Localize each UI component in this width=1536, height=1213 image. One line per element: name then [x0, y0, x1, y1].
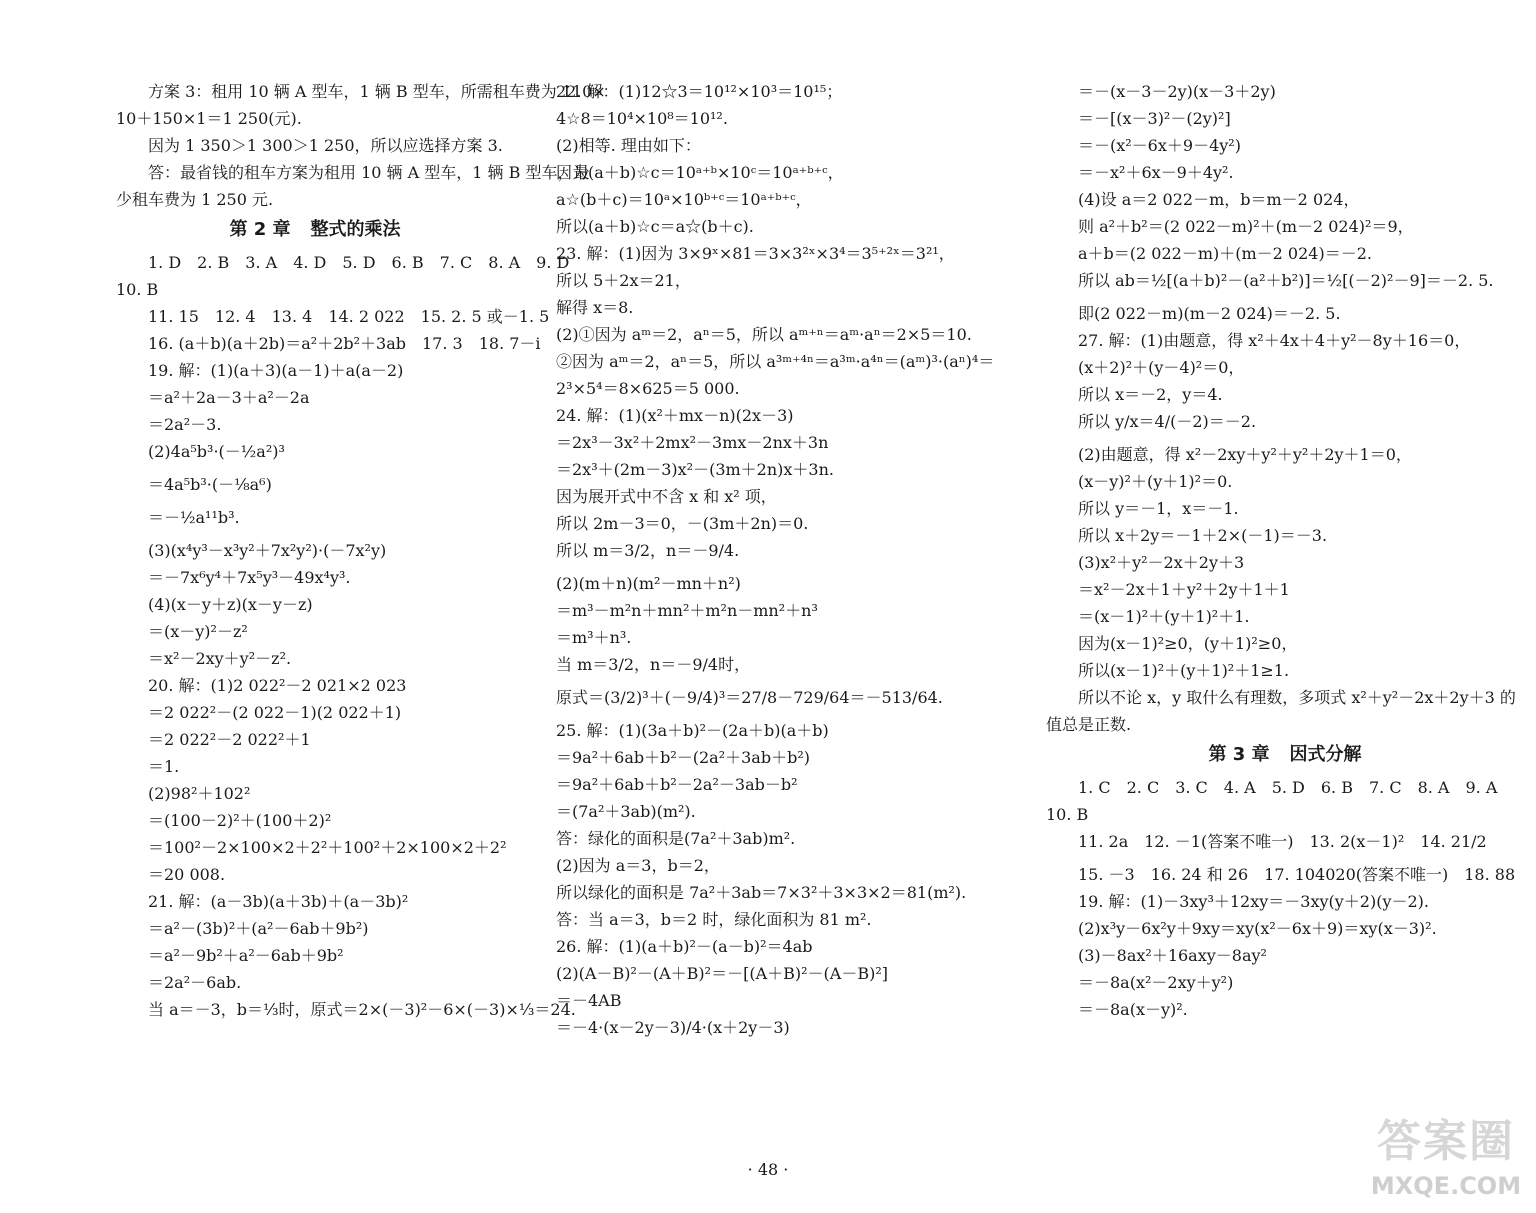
- solution-line: ＝－7x⁶y⁴＋7x⁵y³－49x⁴y³.: [148, 568, 351, 587]
- solution-line: ＝－(x²－6x＋9－4y²): [1078, 136, 1241, 155]
- solution-line: ＝－(x－3－2y)(x－3＋2y): [1078, 82, 1276, 101]
- text-line: 因为 1 350＞1 300＞1 250，所以应选择方案 3.: [148, 136, 503, 155]
- solution-line: ＝－4·(x－2y－3)/4·(x＋2y－3): [556, 1018, 790, 1037]
- solution-line: 所以 2m－3＝0，－(3m＋2n)＝0.: [556, 514, 809, 533]
- solution-line: a☆(b＋c)＝10ᵃ×10ᵇ⁺ᶜ＝10ᵃ⁺ᵇ⁺ᶜ，: [556, 190, 812, 209]
- chapter-heading: [1046, 742, 1524, 768]
- solution-line: 即(2 022－m)(m－2 024)＝－2. 5.: [1078, 304, 1341, 323]
- solution-line: 所以绿化的面积是 7a²＋3ab＝7×3²＋3×3×2＝81(m²).: [556, 883, 967, 902]
- solution-line: (4)(x－y＋z)(x－y－z): [148, 595, 313, 614]
- solution-line: 20. 解：(1)2 022²－2 021×2 023: [148, 676, 407, 695]
- solution-line: ＝(7a²＋3ab)(m²).: [556, 802, 696, 821]
- solution-line: ＝2 022²－(2 022－1)(2 022＋1): [148, 703, 402, 722]
- solution-line: 解得 x＝8.: [556, 298, 634, 317]
- solution-line: ＝9a²＋6ab＋b²－(2a²＋3ab＋b²): [556, 748, 810, 767]
- solution-line: ＝a²＋2a－3＋a²－2a: [148, 388, 310, 407]
- solution-line: ＝(x－y)²－z²: [148, 622, 248, 641]
- solution-line: (2)相等. 理由如下：: [556, 136, 701, 155]
- text-line: 答：最省钱的租车方案为租用 10 辆 A 型车，1 辆 B 型车，最: [148, 163, 590, 182]
- solution-line: 因为(a＋b)☆c＝10ᵃ⁺ᵇ×10ᶜ＝10ᵃ⁺ᵇ⁺ᶜ，: [556, 163, 844, 182]
- solution-line: 26. 解：(1)(a＋b)²－(a－b)²＝4ab: [556, 937, 813, 956]
- answer-line: 10. B: [116, 280, 159, 299]
- solution-line: (4)设 a＝2 022－m，b＝m－2 024，: [1078, 190, 1360, 209]
- solution-line: 21. 解：(a－3b)(a＋3b)＋(a－3b)²: [148, 892, 409, 911]
- solution-line: (x－y)²＋(y＋1)²＝0.: [1078, 472, 1233, 491]
- solution-line: 27. 解：(1)由题意，得 x²＋4x＋4＋y²－8y＋16＝0，: [1078, 331, 1471, 350]
- chapter-title: 整式的乘法: [310, 219, 401, 240]
- solution-line: 25. 解：(1)(3a＋b)²－(2a＋b)(a＋b): [556, 721, 829, 740]
- solution-line: 所以 x＝－2，y＝4.: [1078, 385, 1223, 404]
- column-right: [1046, 82, 1524, 1027]
- solution-line: (2)98²＋102²: [148, 784, 251, 803]
- answer-line: 16. (a＋b)(a＋2b)＝a²＋2b²＋3ab 17. 3 18. 7－i: [148, 334, 541, 353]
- solution-line: (2)①因为 aᵐ＝2，aⁿ＝5，所以 aᵐ⁺ⁿ＝aᵐ·aⁿ＝2×5＝10.: [556, 325, 972, 344]
- solution-line: ＝x²－2xy＋y²－z².: [148, 649, 292, 668]
- solution-line: ＝(100－2)²＋(100＋2)²: [148, 811, 332, 830]
- solution-line: 所以(x－1)²＋(y＋1)²＋1≥1.: [1078, 661, 1290, 680]
- solution-line: a＋b＝(2 022－m)＋(m－2 024)＝－2.: [1078, 244, 1372, 263]
- solution-line: 所以(a＋b)☆c＝a☆(b＋c).: [556, 217, 754, 236]
- solution-line: 所以 x＋2y＝－1＋2×(－1)＝－3.: [1078, 526, 1328, 545]
- solution-line: ＝4a⁵b³·(－⅛a⁶): [148, 475, 272, 494]
- solution-line: ＝2a²－3.: [148, 415, 222, 434]
- solution-line: ＝m³－m²n＋mn²＋m²n－mn²＋n³: [556, 601, 818, 620]
- solution-line: (3)－8ax²＋16axy－8ay²: [1078, 946, 1267, 965]
- answer-line: 1. D 2. B 3. A 4. D 5. D 6. B 7. C 8. A 9. D: [148, 253, 570, 272]
- solution-line: 2³×5⁴＝8×625＝5 000.: [556, 379, 740, 398]
- solution-line: ＝2 022²－2 022²＋1: [148, 730, 311, 749]
- solution-line: ＝－½a¹¹b³.: [148, 508, 240, 527]
- solution-line: 原式＝(3/2)³＋(－9/4)³＝27/8－729/64＝－513/64.: [556, 688, 943, 707]
- solution-line: 所以 ab＝½[(a＋b)²－(a²＋b²)]＝½[(－2)²－9]＝－2. 5.: [1078, 271, 1494, 290]
- solution-line: ＝－4AB: [556, 991, 622, 1010]
- solution-line: 所以不论 x，y 取什么有理数，多项式 x²＋y²－2x＋2y＋3 的: [1078, 688, 1516, 707]
- solution-line: (3)(x⁴y³－x³y²＋7x²y²)·(－7x²y): [148, 541, 387, 560]
- solution-line: ＝m³＋n³.: [556, 628, 632, 647]
- solution-line: ＝－8a(x²－2xy＋y²): [1078, 973, 1234, 992]
- solution-line: (x＋2)²＋(y－4)²＝0，: [1078, 358, 1245, 377]
- solution-line: 因为(x－1)²≥0，(y＋1)²≥0，: [1078, 634, 1298, 653]
- solution-line: 22. 解：(1)12☆3＝10¹²×10³＝10¹⁵；: [556, 82, 843, 101]
- solution-line: 当 a＝－3，b＝⅓时，原式＝2×(－3)²－6×(－3)×⅓＝24.: [148, 1000, 576, 1019]
- solution-line: (2)由题意，得 x²－2xy＋y²＋y²＋2y＋1＝0，: [1078, 445, 1412, 464]
- solution-line: 答：绿化的面积是(7a²＋3ab)m².: [556, 829, 796, 848]
- page-number: · 48 ·: [747, 1160, 789, 1179]
- solution-line: 所以 5＋2x＝21，: [556, 271, 691, 290]
- solution-line: 23. 解：(1)因为 3×9ˣ×81＝3×3²ˣ×3⁴＝3⁵⁺²ˣ＝3²¹，: [556, 244, 955, 263]
- solution-line: 24. 解：(1)(x²＋mx－n)(2x－3): [556, 406, 794, 425]
- solution-line: ＝2x³－3x²＋2mx²－3mx－2nx＋3n: [556, 433, 829, 452]
- solution-line: ＝20 008.: [148, 865, 226, 884]
- solution-line: (2)(A－B)²－(A＋B)²＝－[(A＋B)²－(A－B)²]: [556, 964, 888, 983]
- answer-line: 10. B: [1046, 805, 1089, 824]
- solution-line: 所以 m＝3/2，n＝－9/4.: [556, 541, 740, 560]
- solution-line: ＝2x³＋(2m－3)x²－(3m＋2n)x＋3n.: [556, 460, 834, 479]
- answer-line: 15. －3 16. 24 和 26 17. 104020(答案不唯一) 18. 88: [1078, 865, 1516, 884]
- solution-line: ＝－x²＋6x－9＋4y².: [1078, 163, 1234, 182]
- solution-line: 19. 解：(1)(a＋3)(a－1)＋a(a－2): [148, 361, 404, 380]
- text-line: 少租车费为 1 250 元.: [116, 190, 274, 209]
- solution-line: 则 a²＋b²＝(2 022－m)²＋(m－2 024)²＝9，: [1078, 217, 1414, 236]
- answer-line: 11. 2a 12. －1(答案不唯一) 13. 2(x－1)² 14. 21/2: [1078, 832, 1487, 851]
- solution-line: ＝－[(x－3)²－(2y)²]: [1078, 109, 1231, 128]
- chapter-number: 第 3 章: [1208, 744, 1270, 765]
- solution-line: ＝－8a(x－y)².: [1078, 1000, 1188, 1019]
- solution-line: ＝2a²－6ab.: [148, 973, 242, 992]
- solution-line: 因为展开式中不含 x 和 x² 项，: [556, 487, 777, 506]
- watermark-url: MXQE.COM: [1370, 1172, 1522, 1200]
- text-line: 方案 3：租用 10 辆 A 型车，1 辆 B 型车，所需租车费为 110×: [148, 82, 606, 101]
- solution-line: (2)4a⁵b³·(－½a²)³: [148, 442, 285, 461]
- solution-line: ②因为 aᵐ＝2，aⁿ＝5，所以 a³ᵐ⁺⁴ⁿ＝a³ᵐ·a⁴ⁿ＝(aᵐ)³·(aⁿ)⁴＝: [556, 352, 995, 371]
- solution-line: 值总是正数.: [1046, 715, 1132, 734]
- solution-line: 当 m＝3/2，n＝－9/4时，: [556, 655, 751, 674]
- solution-line: (2)x³y－6x²y＋9xy＝xy(x²－6x＋9)＝xy(x－3)².: [1078, 919, 1437, 938]
- solution-line: ＝a²－9b²＋a²－6ab＋9b²: [148, 946, 344, 965]
- solution-line: ＝9a²＋6ab＋b²－2a²－3ab－b²: [556, 775, 798, 794]
- solution-line: 所以 y＝－1，x＝－1.: [1078, 499, 1239, 518]
- watermark-logo: [1366, 1114, 1526, 1204]
- solution-line: 所以 y/x＝4/(－2)＝－2.: [1078, 412, 1257, 431]
- chapter-title: 因式分解: [1289, 744, 1362, 765]
- solution-line: 答：当 a＝3，b＝2 时，绿化面积为 81 m².: [556, 910, 872, 929]
- watermark-text: 答案圈: [1377, 1116, 1515, 1167]
- answer-line: 11. 15 12. 4 13. 4 14. 2 022 15. 2. 5 或－1. 5: [148, 307, 550, 326]
- text-line: 10＋150×1＝1 250(元).: [116, 109, 302, 128]
- chapter-number: 第 2 章: [229, 219, 291, 240]
- answer-line: 1. C 2. C 3. C 4. A 5. D 6. B 7. C 8. A 9. A: [1078, 778, 1498, 797]
- chapter-heading: [116, 217, 514, 243]
- solution-line: ＝1.: [148, 757, 180, 776]
- solution-line: 19. 解：(1)－3xy³＋12xy＝－3xy(y＋2)(y－2).: [1078, 892, 1430, 911]
- solution-line: (2)(m＋n)(m²－mn＋n²): [556, 574, 741, 593]
- solution-line: 4☆8＝10⁴×10⁸＝10¹².: [556, 109, 728, 128]
- solution-line: ＝x²－2x＋1＋y²＋2y＋1＋1: [1078, 580, 1290, 599]
- solution-line: (2)因为 a＝3，b＝2，: [556, 856, 720, 875]
- solution-line: ＝100²－2×100×2＋2²＋100²＋2×100×2＋2²: [148, 838, 507, 857]
- solution-line: ＝a²－(3b)²＋(a²－6ab＋9b²): [148, 919, 369, 938]
- solution-line: ＝(x－1)²＋(y＋1)²＋1.: [1078, 607, 1250, 626]
- column-middle: [556, 82, 1008, 1045]
- solution-line: (3)x²＋y²－2x＋2y＋3: [1078, 553, 1245, 572]
